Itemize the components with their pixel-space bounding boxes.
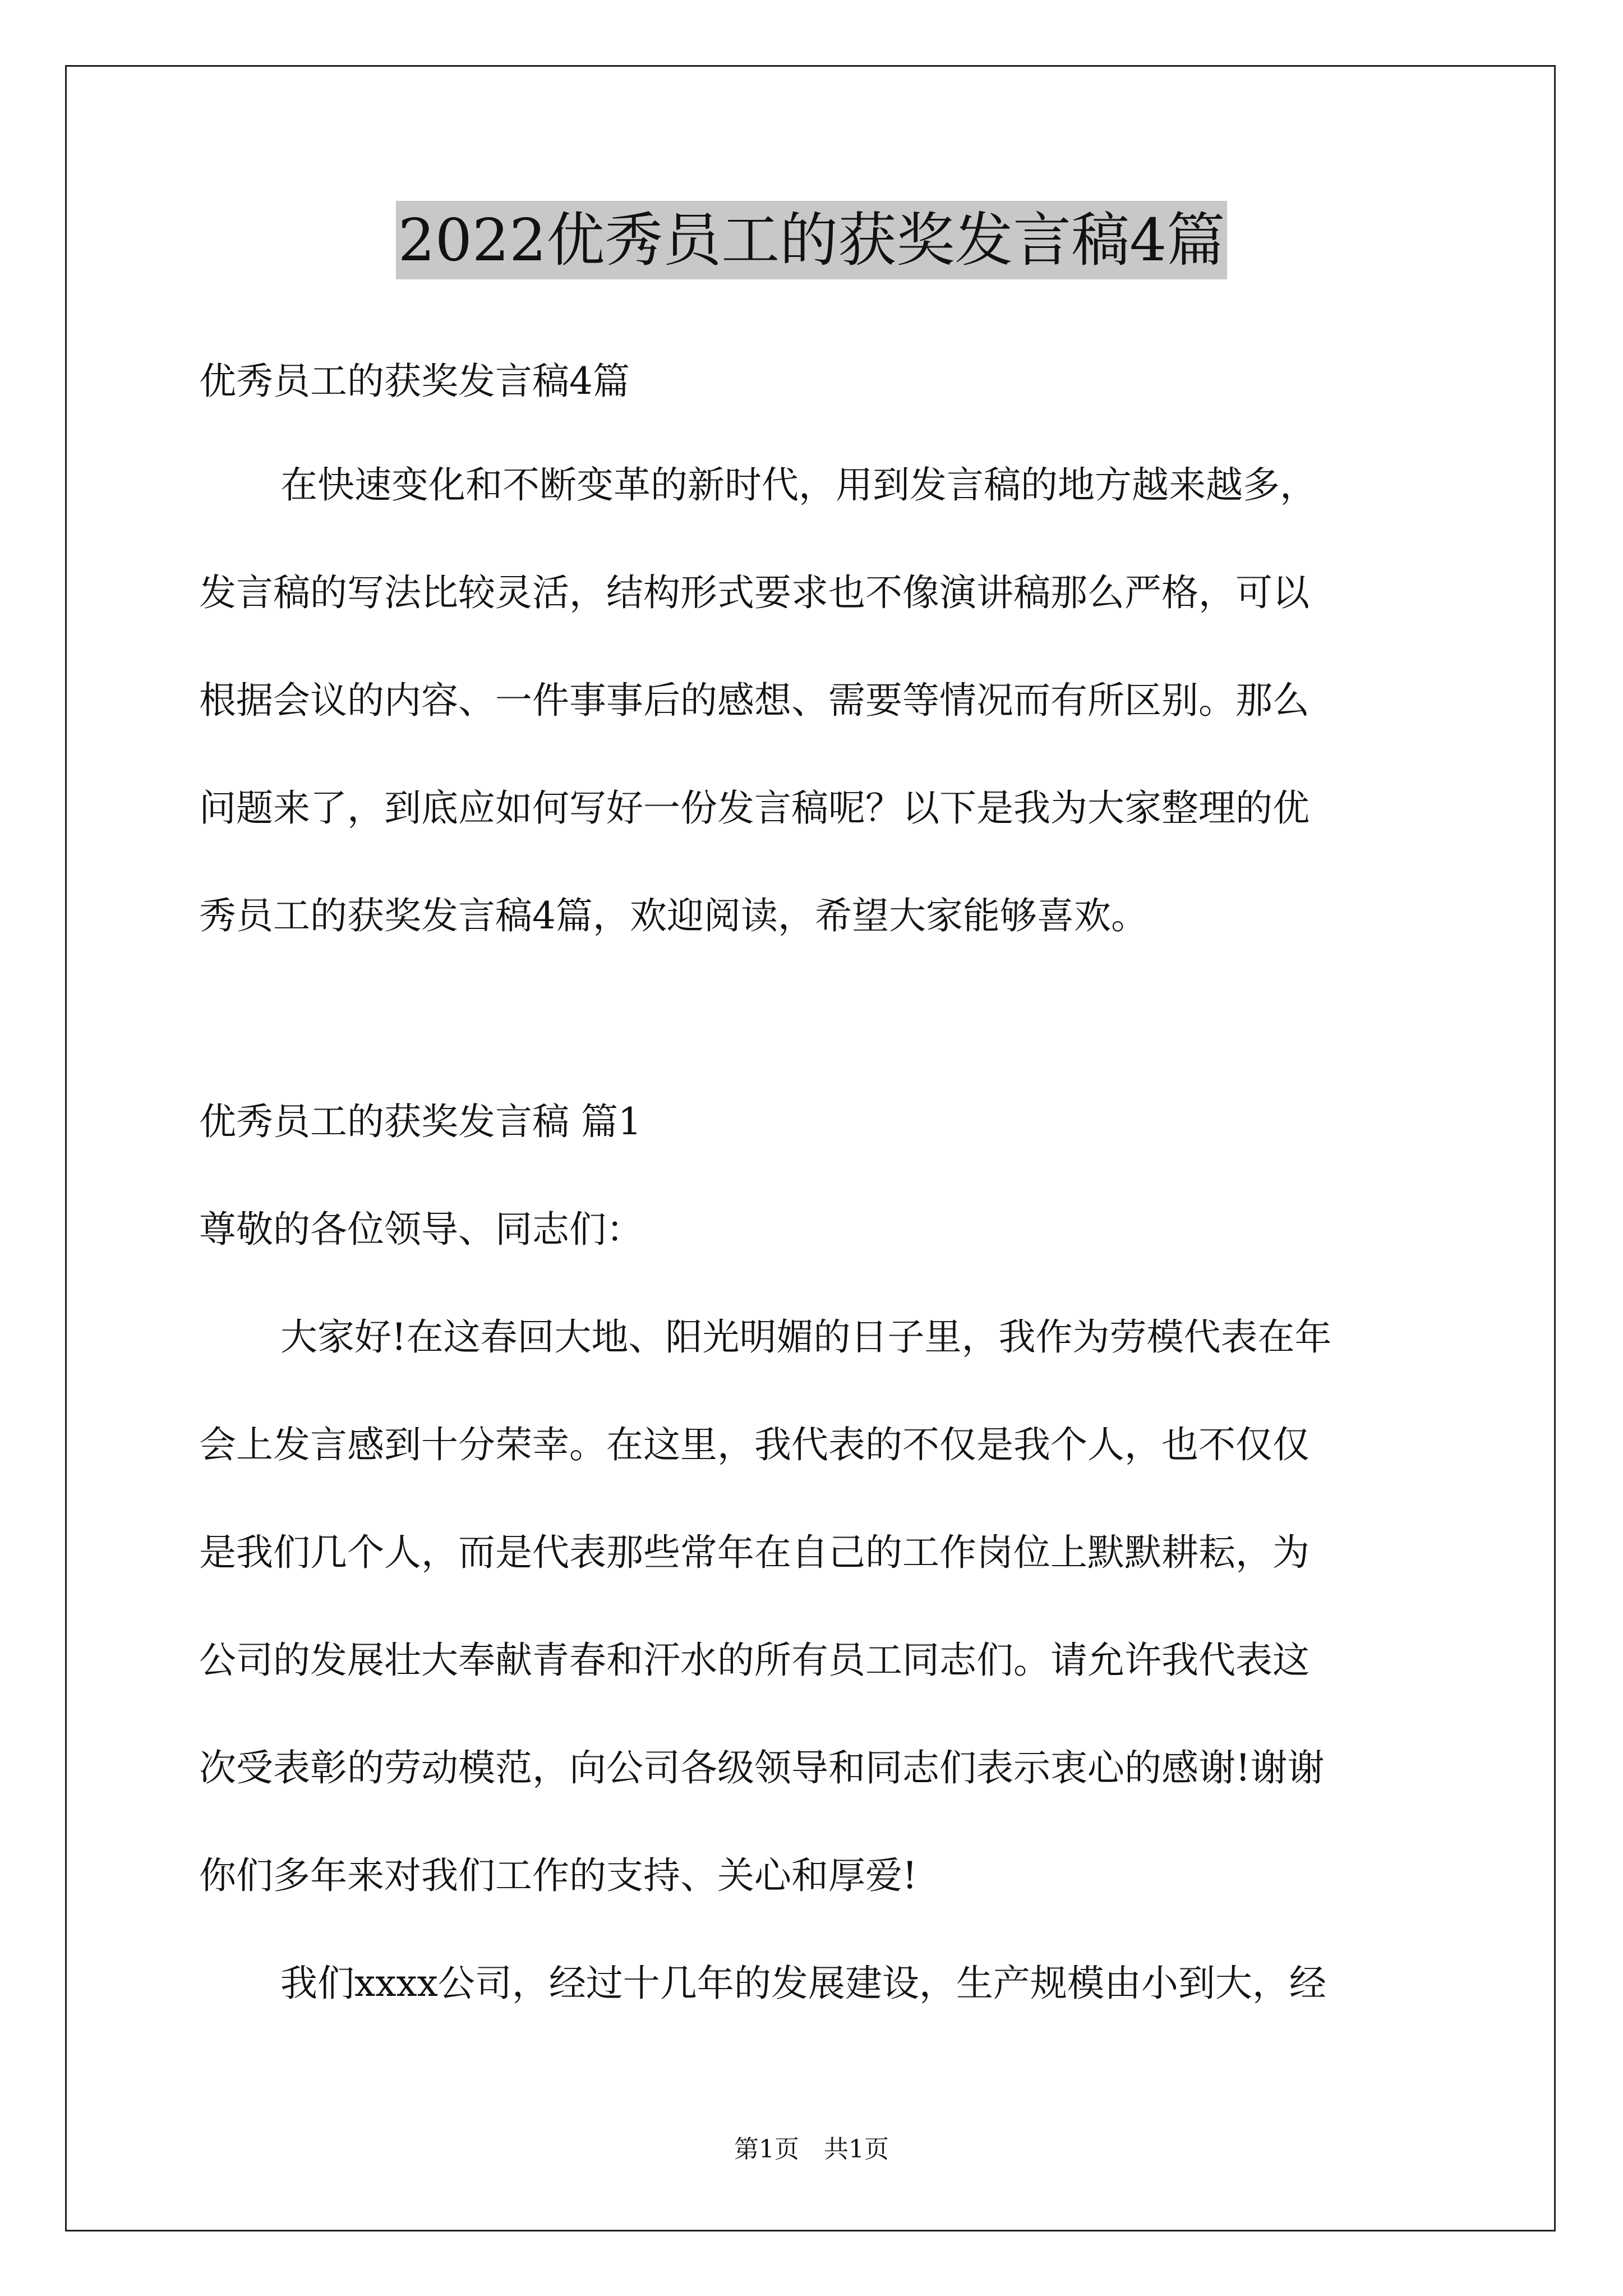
body-line: 公司的发展壮大奉献青春和汗水的所有员工同志们。请允许我代表这 xyxy=(199,1639,1310,1682)
body-line: 是我们几个人，而是代表那些常年在自己的工作岗位上默默耕耘，为 xyxy=(199,1531,1310,1574)
body-line: 次受表彰的劳动模范，向公司各级领导和同志们表示衷心的感谢!谢谢 xyxy=(199,1746,1325,1789)
body-line: 我们xxxx公司，经过十几年的发展建设，生产规模由小到大，经 xyxy=(280,1962,1326,2005)
intro-line: 发言稿的写法比较灵活，结构形式要求也不像演讲稿那么严格，可以 xyxy=(199,571,1310,614)
body-line: 会上发言感到十分荣幸。在这里，我代表的不仅是我个人，也不仅仅 xyxy=(199,1423,1310,1466)
salutation: 尊敬的各位领导、同志们： xyxy=(199,1208,643,1251)
body-line: 大家好!在这春回大地、阳光明媚的日子里，我作为劳模代表在年 xyxy=(280,1315,1332,1359)
page-footer: 第1页 共1页 xyxy=(734,2135,889,2164)
document-title-text: 2022优秀员工的获奖发言稿4篇 xyxy=(396,201,1228,279)
intro-line: 问题来了，到底应如何写好一份发言稿呢？以下是我为大家整理的优 xyxy=(199,786,1310,830)
subtitle: 优秀员工的获奖发言稿4篇 xyxy=(199,360,630,403)
body-line: 你们多年来对我们工作的支持、关心和厚爱! xyxy=(199,1854,917,1897)
intro-line: 秀员工的获奖发言稿4篇，欢迎阅读，希望大家能够喜欢。 xyxy=(199,894,1148,937)
intro-line: 根据会议的内容、一件事事后的感想、需要等情况而有所区别。那么 xyxy=(199,679,1310,722)
intro-line: 在快速变化和不断变革的新时代，用到发言稿的地方越来越多， xyxy=(280,463,1317,507)
section-heading: 优秀员工的获奖发言稿 篇1 xyxy=(199,1100,642,1143)
document-title xyxy=(0,201,1623,279)
